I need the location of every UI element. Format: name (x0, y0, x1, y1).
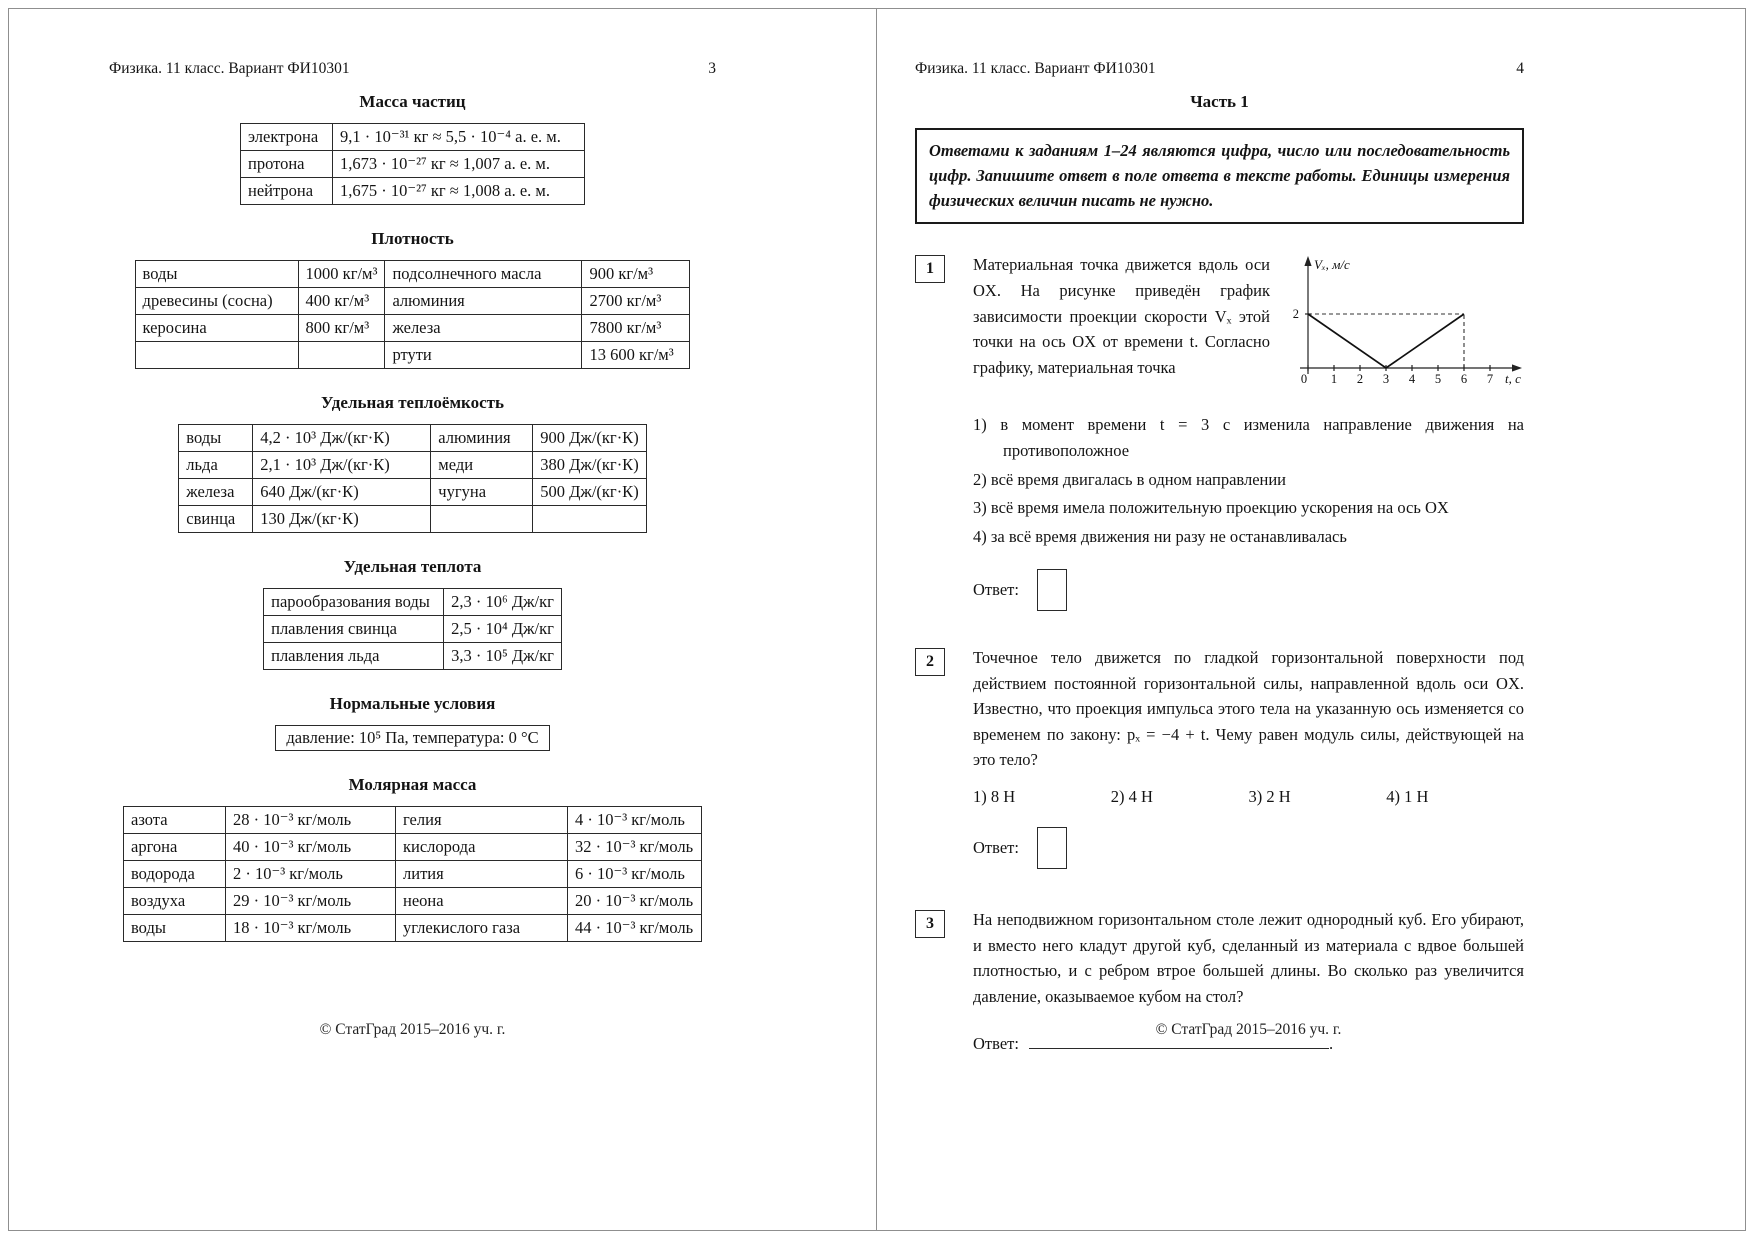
y-axis-label: Vₓ, м/с (1314, 257, 1350, 273)
heat-capacity-table (178, 424, 646, 533)
section-title-heat-capacity: Удельная теплоёмкость (320, 393, 505, 413)
table-cell: воды (124, 915, 226, 942)
table-cell: 1000 кг/м³ (298, 261, 385, 288)
table-row (135, 315, 690, 342)
table-cell: 640 Дж/(кг·К) (253, 479, 431, 506)
copyright-footer: © СтатГрад 2015–2016 уч. г. (319, 1021, 506, 1038)
question-number-box: 1 (915, 255, 945, 283)
table-row (179, 506, 646, 533)
question-number-box: 2 (915, 648, 945, 676)
table-cell: 44 · 10⁻³ кг/моль (568, 915, 702, 942)
table-cell: водорода (124, 861, 226, 888)
question-text: Материальная точка движется вдоль оси OX. На рисунке приведён график зависимости проекции скорости Vₓ этой точки на ось OX от времени t. Согласно графику, материальная точка (973, 255, 1270, 377)
density-table (135, 260, 691, 369)
doc-title: Физика. 11 класс. Вариант ФИ10301 (915, 60, 1156, 77)
table-cell: 2 · 10⁻³ кг/моль (226, 861, 396, 888)
molar-mass-table (123, 806, 702, 942)
table-cell: плавления льда (264, 643, 444, 670)
option-item: 4) 1 Н (1386, 787, 1429, 807)
instructions-box: Ответами к заданиям 1–24 являются цифра, число или последовательность цифр. Запишите ответ в поле ответа в тексте работы. Единицы измерения физических величин писать не нужно. (915, 128, 1524, 224)
table-cell: 28 · 10⁻³ кг/моль (226, 807, 396, 834)
table-row (179, 425, 646, 452)
answer-options (973, 787, 1524, 807)
table-cell: 4 · 10⁻³ кг/моль (568, 807, 702, 834)
table-cell: 130 Дж/(кг·К) (253, 506, 431, 533)
table-row (135, 342, 690, 369)
table-cell: парообразования воды (264, 589, 444, 616)
table-cell: алюминия (385, 288, 582, 315)
option-item: 2) всё время двигалась в одном направлении (973, 469, 1287, 489)
question-2 (915, 645, 1524, 869)
dashed-guides (1308, 314, 1464, 368)
part-title: Часть 1 (1190, 92, 1249, 112)
table-row (264, 643, 562, 670)
page-left (9, 9, 877, 1230)
table-cell: лития (396, 861, 568, 888)
copyright-footer: © СтатГрад 2015–2016 уч. г. (1155, 1021, 1342, 1038)
table-cell: 1,673 · 10⁻²⁷ кг ≈ 1,007 а. е. м. (333, 151, 585, 178)
table-row (264, 589, 562, 616)
table-cell: 7800 кг/м³ (582, 315, 690, 342)
table-cell: подсолнечного масла (385, 261, 582, 288)
table-cell: керосина (135, 315, 298, 342)
table-cell: 13 600 кг/м³ (582, 342, 690, 369)
table-cell: углекислого газа (396, 915, 568, 942)
latent-heat-table (263, 588, 562, 670)
option-item: 2) 4 Н (1110, 787, 1153, 807)
table-row (179, 452, 646, 479)
table-cell: 29 · 10⁻³ кг/моль (226, 888, 396, 915)
table-cell: 500 Дж/(кг·К) (533, 479, 646, 506)
page-number: 3 (708, 60, 716, 77)
table-cell: 32 · 10⁻³ кг/моль (568, 834, 702, 861)
doc-title: Физика. 11 класс. Вариант ФИ10301 (109, 60, 350, 77)
table-cell: 2,3 · 10⁶ Дж/кг (444, 589, 562, 616)
table-row (124, 834, 702, 861)
velocity-line (1308, 314, 1464, 368)
table-row (241, 151, 585, 178)
table-cell: гелия (396, 807, 568, 834)
x-tick-label: 2 (1356, 372, 1364, 387)
table-cell: алюминия (431, 425, 533, 452)
table-cell: 40 · 10⁻³ кг/моль (226, 834, 396, 861)
table-cell: кислорода (396, 834, 568, 861)
table-cell: железа (179, 479, 253, 506)
section-title-density: Плотность (371, 229, 454, 249)
table-cell: 380 Дж/(кг·К) (533, 452, 646, 479)
question-1 (915, 252, 1524, 611)
table-cell: 2,5 · 10⁴ Дж/кг (444, 616, 562, 643)
table-row (124, 807, 702, 834)
table-cell (533, 506, 646, 533)
table-cell: древесины (сосна) (135, 288, 298, 315)
table-cell: 20 · 10⁻³ кг/моль (568, 888, 702, 915)
table-row (179, 479, 646, 506)
table-cell: азота (124, 807, 226, 834)
table-cell: 2700 кг/м³ (582, 288, 690, 315)
table-row (124, 861, 702, 888)
table-cell: меди (431, 452, 533, 479)
table-cell: аргона (124, 834, 226, 861)
table-cell: 400 кг/м³ (298, 288, 385, 315)
answer-row (973, 827, 1524, 869)
question-text: Точечное тело движется по гладкой горизонтальной поверхности под действием постоянной горизонтальной силы, направленной вдоль оси OX. Известно, что проекция импульса этого тела на указанную ось изменяется со временем по закону: pₓ = −4 + t. Чему равен модуль силы, действующей на это тело? (973, 648, 1524, 770)
x-tick-label: 4 (1408, 372, 1416, 387)
mass-table (240, 123, 585, 205)
x-tick-label: 0 (1300, 372, 1308, 387)
option-item: 3) 2 Н (1248, 787, 1291, 807)
table-cell (431, 506, 533, 533)
x-tick-label: 6 (1460, 372, 1468, 387)
x-tick-label: 3 (1382, 372, 1390, 387)
table-cell: 2,1 · 10³ Дж/(кг·К) (253, 452, 431, 479)
table-cell: свинца (179, 506, 253, 533)
table-cell: 9,1 · 10⁻³¹ кг ≈ 5,5 · 10⁻⁴ а. е. м. (333, 124, 585, 151)
table-cell: воды (135, 261, 298, 288)
section-title-molar-mass: Молярная масса (348, 775, 477, 795)
table-cell: плавления свинца (264, 616, 444, 643)
document-spread (8, 8, 1746, 1231)
answer-line-period: . (1328, 1034, 1334, 1054)
option-item: 3) всё время имела положительную проекцию ускорения на ось OX (973, 498, 1449, 518)
section-title-mass: Масса частиц (359, 92, 466, 112)
answer-options (973, 402, 1524, 549)
table-cell: ртути (385, 342, 582, 369)
table-row (241, 124, 585, 151)
section-title-latent-heat: Удельная теплота (343, 557, 482, 577)
page-header (915, 59, 1524, 79)
option-item: 4) за всё время движения ни разу не останавливалась (973, 526, 1347, 546)
answer-row (973, 569, 1524, 611)
table-cell: воздуха (124, 888, 226, 915)
answer-input-box[interactable] (1037, 827, 1067, 869)
section-title-normal-conditions: Нормальные условия (329, 694, 496, 714)
table-cell: 900 кг/м³ (582, 261, 690, 288)
table-cell: 1,675 · 10⁻²⁷ кг ≈ 1,008 а. е. м. (333, 178, 585, 205)
table-cell: чугуна (431, 479, 533, 506)
option-item: 1) в момент времени t = 3 с изменила направление движения на противоположное (973, 415, 1524, 460)
question-text: На неподвижном горизонтальном столе лежит однородный куб. Его убирают, и вместо него кладут другой куб, сделанный из материала с вдвое большей плотностью, и с ребром втрое большей длины. Во сколько раз увеличится давление, оказываемое кубом на стол? (973, 910, 1524, 1006)
answer-label: Ответ: (973, 580, 1019, 600)
page-header (109, 59, 716, 79)
table-cell (135, 342, 298, 369)
table-cell: 800 кг/м³ (298, 315, 385, 342)
table-cell: железа (385, 315, 582, 342)
table-cell: воды (179, 425, 253, 452)
table-row (264, 616, 562, 643)
table-row (135, 261, 690, 288)
table-cell: протона (241, 151, 333, 178)
table-cell: 4,2 · 10³ Дж/(кг·К) (253, 425, 431, 452)
table-cell: 6 · 10⁻³ кг/моль (568, 861, 702, 888)
table-cell: 3,3 · 10⁵ Дж/кг (444, 643, 562, 670)
x-axis (1300, 365, 1522, 372)
normal-conditions-box: давление: 10⁵ Па, температура: 0 °C (275, 725, 549, 751)
question-number-box: 3 (915, 910, 945, 938)
x-axis-label: t, c (1505, 371, 1521, 387)
answer-label: Ответ: (973, 1034, 1019, 1054)
table-row (124, 888, 702, 915)
table-row (135, 288, 690, 315)
table-cell: электрона (241, 124, 333, 151)
table-row (241, 178, 585, 205)
x-tick-label: 5 (1434, 372, 1442, 387)
velocity-time-graph (1284, 254, 1524, 394)
table-cell: нейтрона (241, 178, 333, 205)
table-cell: неона (396, 888, 568, 915)
page-number: 4 (1516, 60, 1524, 77)
table-row (124, 915, 702, 942)
page-right (877, 9, 1745, 1230)
x-tick-label: 7 (1486, 372, 1494, 387)
x-tick-label: 1 (1330, 372, 1338, 387)
option-item: 1) 8 Н (973, 787, 1016, 807)
table-cell: 18 · 10⁻³ кг/моль (226, 915, 396, 942)
answer-label: Ответ: (973, 838, 1019, 858)
table-cell: 900 Дж/(кг·К) (533, 425, 646, 452)
y-tick-label: 2 (1292, 307, 1299, 322)
table-cell (298, 342, 385, 369)
answer-input-box[interactable] (1037, 569, 1067, 611)
table-cell: льда (179, 452, 253, 479)
